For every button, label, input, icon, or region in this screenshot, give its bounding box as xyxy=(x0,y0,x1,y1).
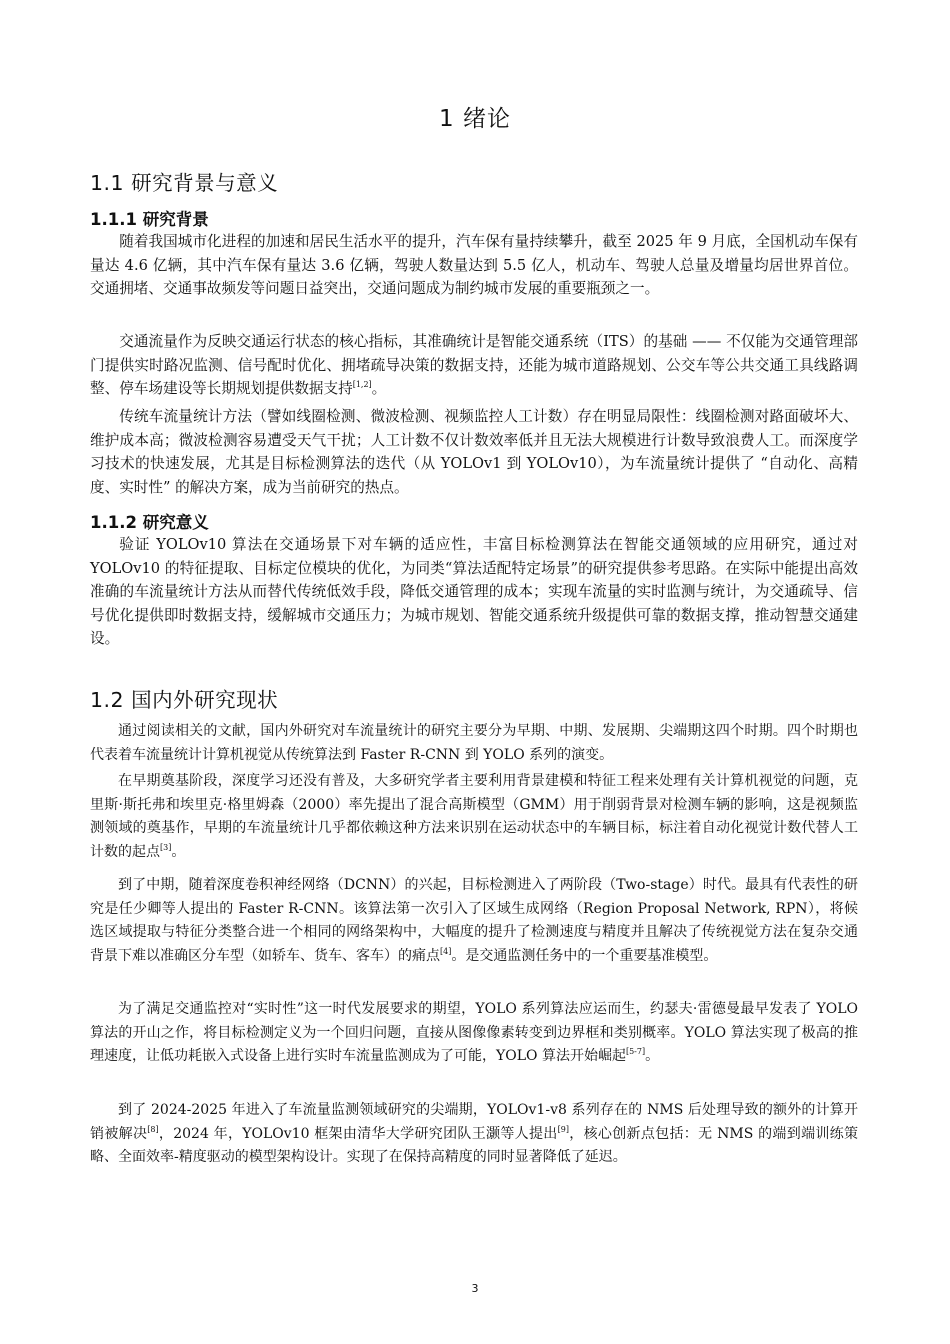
citation-ref: [1,2] xyxy=(352,380,372,389)
paragraph-background-1: 随着我国城市化进程的加速和居民生活水平的提升，汽车保有量持续攀升，截至 2025 年 9 月底，全国机动车保有量达 4.6 亿辆，其中汽车保有量达 3.6 亿辆，驾驶人数量达到 5.5 亿人，机动车、驾驶人总量及增量均居世界首位。交通拥堵、交通事故频发等问题日益突出，交通问题成为制约城市发展的重要瓶颈之一。 xyxy=(90,233,858,297)
citation-ref: [8] xyxy=(147,1124,159,1134)
citation-ref: [4] xyxy=(440,946,452,956)
subsection-heading-1-1-2: 1.1.2 研究意义 xyxy=(90,513,209,532)
paragraph-status-5 xyxy=(90,1099,858,1170)
citation-ref: [9] xyxy=(557,1124,569,1134)
paragraph-end: 。是交通监测任务中的一个重要基准模型。 xyxy=(451,947,718,964)
paragraph-background-3: 传统车流量统计方法（譬如线圈检测、微波检测、视频监控人工计数）存在明显局限性：线圈检测对路面破坏大、维护成本高；微波检测容易遭受天气干扰；人工计数不仅计数效率低并且无法大规模进行计数导致浪费人工。而深度学习技术的快速发展，尤其是目标检测算法的迭代（从 YOLOv1 到 YOLOv10），为车流量统计提供了 “自动化、高精度、实时性” 的解决方案，成为当前研究的热点。 xyxy=(90,408,858,496)
paragraph-end: 。 xyxy=(645,1048,660,1064)
paragraph-end: 。 xyxy=(171,843,186,860)
paragraph-background-2 xyxy=(90,330,858,401)
paragraph-significance: 验证 YOLOv10 算法在交通场景下对车辆的适应性，丰富目标检测算法在智能交通领域的应用研究，通过对 YOLOv10 的特征提取、目标定位模块的优化，为同类“算法适配特定场景”的研究提供参考思路。在实际中能提出高效准确的车流量统计方法从而替代传统低效手段，降低交通管理的成本；实现车流量的实时监测与统计，为交通疏导、信号优化提供即时数据支持，缓解城市交通压力；为城市规划、智能交通系统升级提供可靠的数据支撑，推动智慧交通建设。 xyxy=(90,536,858,647)
subsection-heading-1-1-1: 1.1.1 研究背景 xyxy=(90,210,209,229)
paragraph-status-2 xyxy=(90,770,858,864)
page-number: 3 xyxy=(471,1282,479,1295)
chapter-title: 1 绪论 xyxy=(439,106,511,132)
paragraph-status-4 xyxy=(90,998,858,1069)
paragraph-text: 在早期奠基阶段，深度学习还没有普及，大多研究学者主要利用背景建模和特征工程来处理有关计算机视觉的问题，克里斯·斯托弗和埃里克·格里姆森（2000）率先提出了混合高斯模型（GMM）用于削弱背景对检测车辆的影响，这是视频监测领域的奠基作，早期的车流量统计几乎都依赖这种方法来识别在运动状态中的车辆目标，标注着自动化视觉计数代替人工计数的起点 xyxy=(90,773,858,860)
section-heading-1-1: 1.1 研究背景与意义 xyxy=(90,171,279,195)
paragraph-end: 。 xyxy=(371,380,387,397)
paragraph-text: 交通流量作为反映交通运行状态的核心指标，其准确统计是智能交通系统（ITS）的基础 —— 不仅能为交通管理部门提供实时路况监测、信号配时优化、拥堵疏导决策的数据支持，还能为城市道路规划、公交车等公共交通工具线路调整、停车场建设等长期规划提供数据支持 xyxy=(90,333,858,397)
paragraph-status-3 xyxy=(90,874,858,968)
citation-ref: [5-7] xyxy=(625,1047,646,1056)
paragraph-text: 到了 2024-2025 年进入了车流量监测领域研究的尖端期，YOLOv1-v8 系列存在的 NMS 后处理导致的额外的计算开销被解决 xyxy=(90,1102,858,1142)
paragraph-status-1: 通过阅读相关的文献，国内外研究对车流量统计的研究主要分为早期、中期、发展期、尖端期这四个时期。四个时期也代表着车流量统计计算机视觉从传统算法到 Faster R-CNN 到 YOLO 系列的演变。 xyxy=(90,723,858,763)
paragraph-text: ，2024 年，YOLOv10 框架由清华大学研究团队王灏等人提出 xyxy=(158,1125,558,1142)
citation-ref: [3] xyxy=(160,842,172,852)
paragraph-text: ，核心创新点包括：无 NMS 的端到端训练策略、全面效率-精度驱动的模型架构设计。实现了在保持高精度的同时显著降低了延迟。 xyxy=(90,1125,859,1165)
paragraph-text: 为了满足交通监控对“实时性”这一时代发展要求的期望，YOLO 系列算法应运而生，约瑟夫·雷德曼最早发表了 YOLO 算法的开山之作，将目标检测定义为一个回归问题，直接从图像像素转变到边界框和类别概率。YOLO 算法实现了极高的推理速度，让低功耗嵌入式设备上进行实时车流量监测成为了可能，YOLO 算法开始崛起 xyxy=(90,1001,858,1064)
section-heading-1-2: 1.2 国内外研究现状 xyxy=(90,688,279,712)
paragraph-text: 到了中期，随着深度卷积神经网络（DCNN）的兴起，目标检测进入了两阶段（Two-stage）时代。最具有代表性的研究是任少卿等人提出的 Faster R-CNN。该算法第一次引入了区域生成网络（Region Proposal Network, RPN），将候选区域提取与特征分类整合进一个相同的网络架构中，大幅度的提升了检测速度与精度并且解决了传统视觉方法在复杂交通背景下难以准确区分车型（如轿车、货车、客车）的痛点 xyxy=(90,877,858,964)
